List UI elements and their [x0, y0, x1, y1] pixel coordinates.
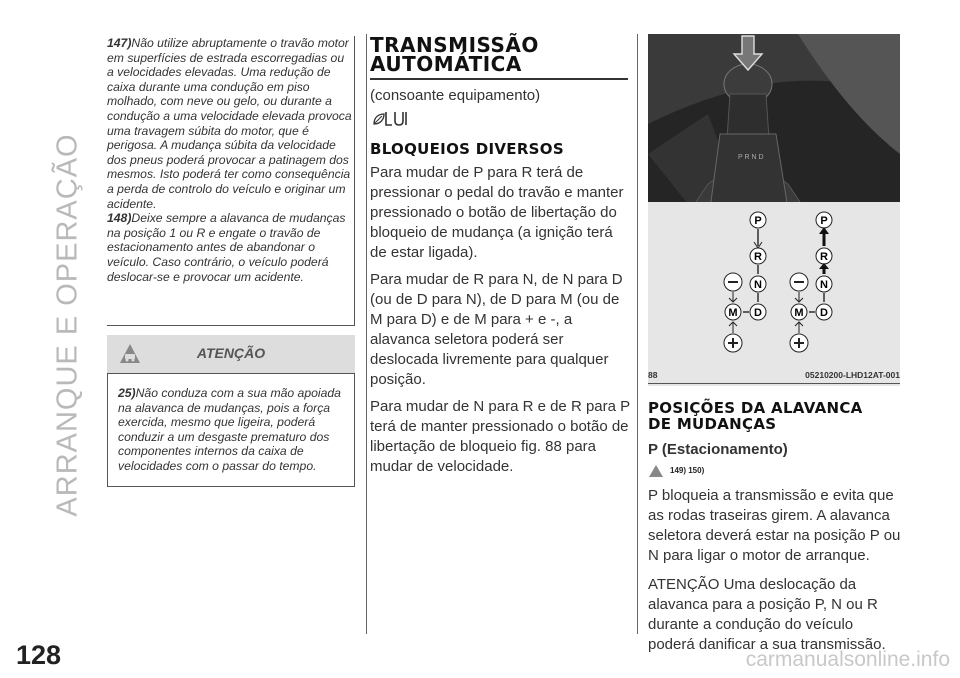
- page-number: 128: [16, 640, 62, 670]
- figure-code: 05210200-LHD12AT-001: [805, 370, 900, 380]
- warning-148: 148)Deixe sempre a alavanca de mudanças na posição 1 ou R e engate o travão de estacionamento antes de abandonar o veículo. Caso contrário, o veículo poderá deslocar-se e provocar um acidente.: [107, 211, 346, 284]
- gate-left-R: R: [754, 251, 762, 263]
- warning-refs: 149) 150): [648, 464, 904, 482]
- section-subtitle: (consoante equipamento): [370, 87, 541, 104]
- lever-positions-section: [648, 400, 904, 655]
- attention-label: ATENÇÃO: [196, 345, 266, 361]
- gate-left-N: N: [754, 279, 762, 291]
- gate-right-M: M: [794, 307, 804, 319]
- attention-25: 25)Não conduza com a sua mão apoiada na alavanca de mudanças, pois a força exercida, mesmo que ligeira, poderá conduzir a um desgaste prematuro dos componentes internos da caixa de velocidades com o passar do tempo.: [118, 386, 341, 473]
- watermark: carmanualsonline.info: [745, 648, 950, 671]
- gate-right-R: R: [820, 251, 828, 263]
- eco-leaf-icon: [370, 108, 410, 130]
- warning-147: 147)Não utilize abruptamente o travão motor em superfícies de estrada escorregadias ou a velocidades elevadas. Uma redução de caixa durante uma condução em piso molhado, com neve ou gelo, ou durante a condução a uma velocidade elevada provoca uma travagem súbita do motor, que é perigosa. A mudança súbita da velocidade dos pneus poderá provocar a patinagem dos mesmos. Isto poderá ter como consequência a perda de controlo do veículo e originar um acidente.: [107, 36, 352, 211]
- column-divider-2: [637, 34, 638, 634]
- gate-left-D: D: [754, 307, 762, 319]
- park-subheading: P (Estacionamento): [648, 441, 788, 458]
- title-underline: [370, 78, 628, 80]
- gate-right-N: N: [820, 279, 828, 291]
- figure-rule: [648, 383, 900, 384]
- park-para: P bloqueia a transmissão e evita que as rodas traseiras girem. A alavanca seletora deverá estar na posição P ou N para ligar o motor de arranque.: [648, 487, 901, 564]
- para-p-to-r: Para mudar de P para R terá de pressionar o pedal do travão e manter pressionado o botão de libertação do bloqueio de mudança (a ignição terá de estar ligada).: [370, 164, 624, 261]
- gear-lever-figure: [648, 34, 900, 386]
- blocks-heading: BLOQUEIOS DIVERSOS: [370, 140, 564, 158]
- gate-left: [724, 212, 766, 352]
- positions-heading: POSIÇÕES DA ALAVANCA DE MUDANÇAS: [648, 399, 863, 433]
- column-divider: [366, 34, 367, 634]
- para-r-to-n: Para mudar de R para N, de N para D (ou de D para N), de D para M (ou de M para D) e de M para + e -, a alavanca seletora poderá ser deslocada livremente para qualquer posição.: [370, 271, 623, 388]
- svg-text:P R N D: P R N D: [738, 154, 764, 161]
- figure-number: 88: [648, 370, 658, 380]
- transmission-section: [370, 33, 630, 477]
- figure-caption: [648, 370, 900, 384]
- gate-right-P: P: [820, 215, 828, 227]
- warning-triangle-icon: [648, 464, 664, 478]
- gate-left-M: M: [728, 307, 738, 319]
- chapter-side-title: ARRANQUE E OPERAÇÃO: [51, 133, 84, 517]
- shift-gate-diagram: [648, 202, 900, 386]
- gate-right: [790, 212, 832, 352]
- attention-header: [107, 335, 355, 373]
- park-attention-para: ATENÇÃO Uma deslocação da alavanca para a posição P, N ou R durante a condução do veículo poderá danificar a sua transmissão.: [648, 576, 886, 653]
- attention-box: [107, 373, 355, 487]
- gate-right-D: D: [820, 307, 828, 319]
- para-n-to-r: Para mudar de N para R e de R para P terá de manter pressionado o botão de libertação de bloqueio fig. 88 para mudar de velocidade.: [370, 398, 630, 475]
- section-title: TRANSMISSÃO AUTOMÁTICA: [370, 33, 539, 76]
- gate-left-P: P: [754, 215, 762, 227]
- warning-box: [107, 36, 355, 326]
